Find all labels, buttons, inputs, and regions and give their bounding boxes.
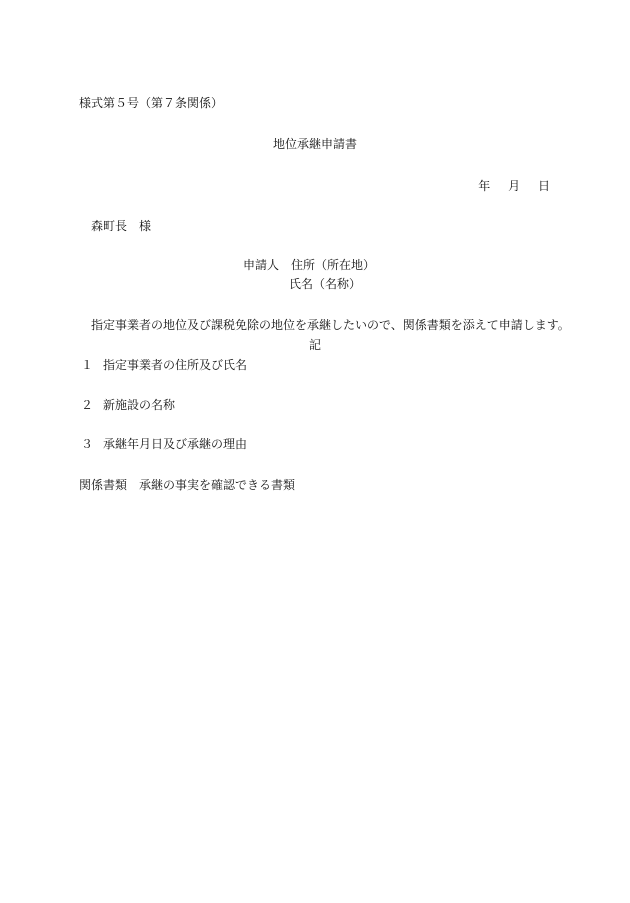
date-year: 年 xyxy=(478,179,491,193)
item-text: 指定事業者の住所及び氏名 xyxy=(103,358,248,372)
date-day: 日 xyxy=(537,179,550,193)
document-title: 地位承継申請書 xyxy=(272,137,357,151)
form-number: 様式第５号（第７条関係） xyxy=(79,96,224,110)
applicant-address-line xyxy=(243,259,375,271)
date-line xyxy=(464,180,550,192)
related-label: 関係書類 xyxy=(79,478,128,492)
applicant-address-label: 住所（所在地） xyxy=(291,258,376,272)
applicant-name-label: 氏名（名称） xyxy=(289,277,362,291)
item-number: １ xyxy=(81,358,94,372)
addressee-honorific: 様 xyxy=(139,219,152,233)
item-number: ２ xyxy=(81,398,94,412)
related-documents xyxy=(79,479,295,491)
addressee-name: 森町長 xyxy=(91,219,128,233)
body-text: 指定事業者の地位及び課税免除の地位を承継したいので、関係書類を添えて申請します。 xyxy=(91,318,570,332)
applicant-label: 申請人 xyxy=(243,258,280,272)
item-text: 承継年月日及び承継の理由 xyxy=(103,437,248,451)
item-text: 新施設の名称 xyxy=(103,398,176,412)
ki-heading: 記 xyxy=(308,338,321,352)
addressee xyxy=(91,220,151,232)
list-item xyxy=(81,359,247,371)
list-item xyxy=(81,399,175,411)
date-month: 月 xyxy=(508,179,521,193)
item-number: ３ xyxy=(81,437,94,451)
list-item xyxy=(81,438,247,450)
related-text: 承継の事実を確認できる書類 xyxy=(139,478,296,492)
